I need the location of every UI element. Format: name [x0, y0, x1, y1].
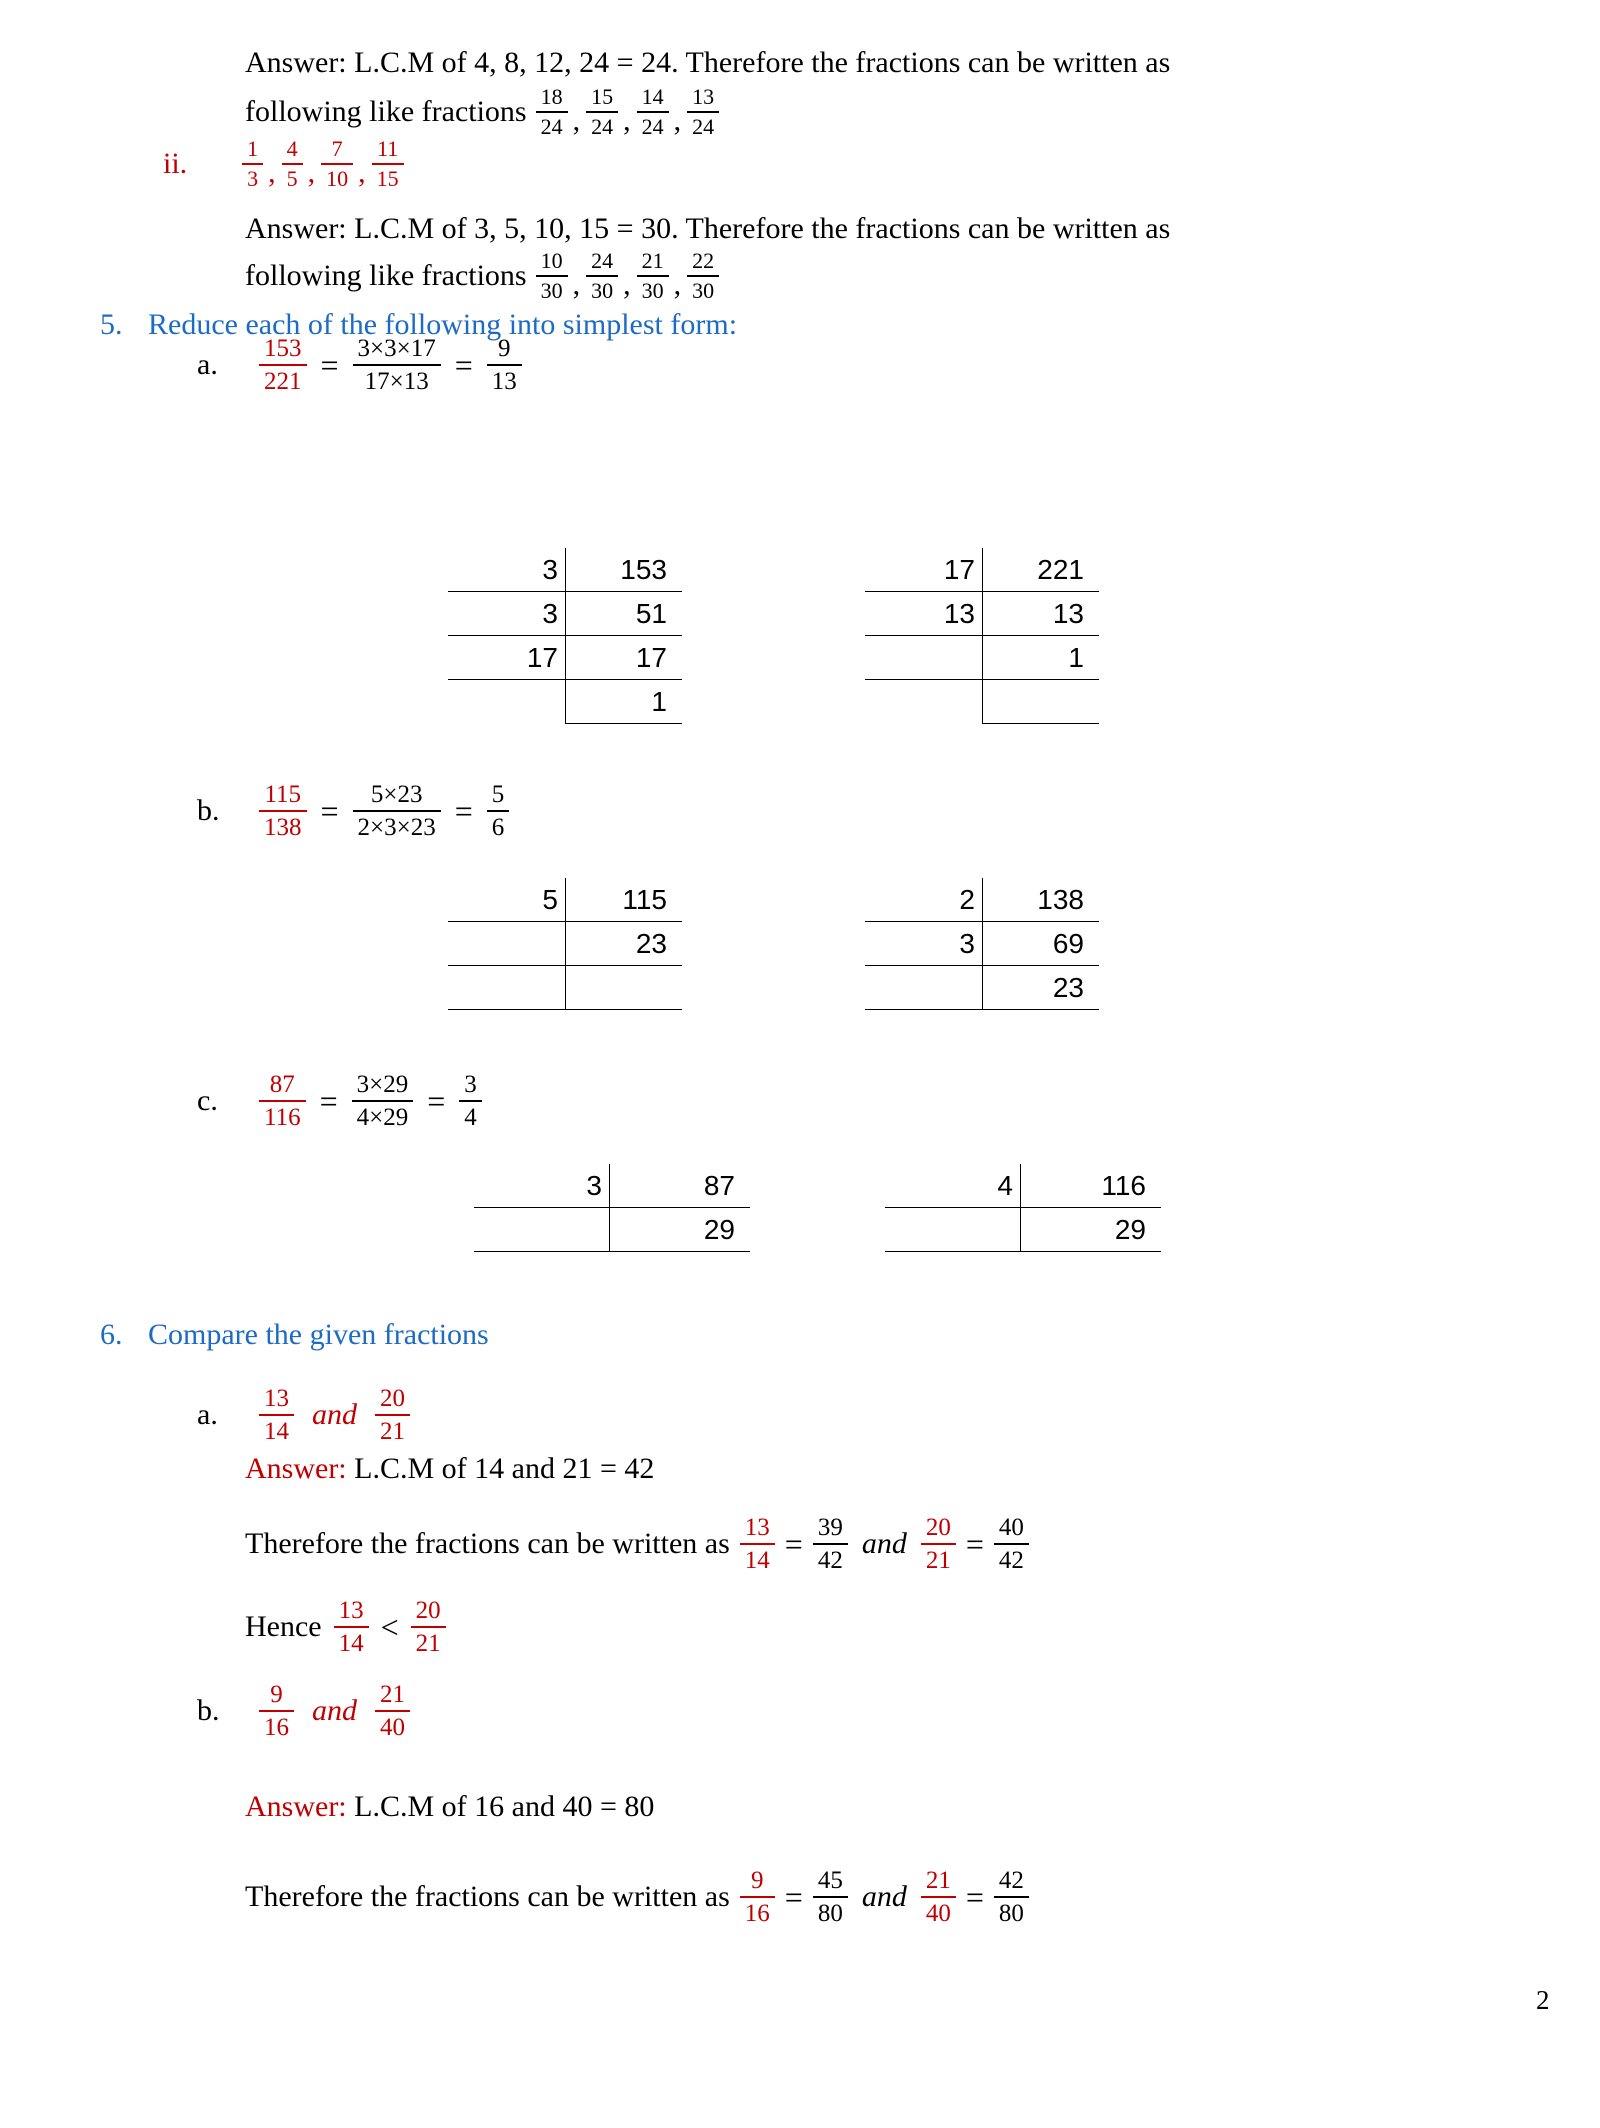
division-table-153	[448, 548, 682, 724]
fraction	[321, 138, 353, 190]
fraction-denominator: 30	[591, 278, 614, 303]
fraction-numerator: 21	[925, 1867, 951, 1894]
divisor-cell: 4	[885, 1164, 1020, 1208]
equals-sign: =	[454, 346, 473, 383]
fraction-numerator: 5	[491, 781, 505, 808]
table-row	[885, 1208, 1161, 1252]
division-table-138	[865, 878, 1099, 1010]
fraction-denominator: 80	[817, 1900, 843, 1927]
fraction-denominator: 5	[286, 166, 298, 191]
fraction	[259, 1682, 294, 1740]
table-row	[474, 1208, 750, 1252]
equals-sign: =	[427, 1082, 446, 1119]
fraction-denominator: 24	[591, 114, 614, 139]
fraction	[459, 1072, 482, 1130]
fraction-numerator: 13	[692, 84, 715, 109]
divisor-cell	[474, 1208, 609, 1252]
equals-sign: =	[965, 1525, 984, 1562]
answer-text: L.C.M of 14 and 21 = 42	[346, 1452, 655, 1485]
fraction	[334, 1598, 369, 1656]
divisor-cell: 13	[865, 592, 982, 636]
therefore-text: Therefore the fractions can be written as	[245, 1880, 730, 1913]
fraction-numerator: 13	[338, 1597, 364, 1624]
fraction	[259, 1386, 294, 1444]
table-row	[448, 680, 682, 724]
fraction	[259, 336, 307, 394]
fraction-denominator: 30	[692, 278, 715, 303]
fraction-denominator: 14	[264, 1418, 289, 1445]
q5a-label: a.	[197, 348, 218, 381]
fraction-denominator: 2×3×23	[357, 814, 436, 841]
fraction-numerator: 115	[264, 781, 302, 808]
fraction-denominator: 80	[998, 1900, 1024, 1927]
fraction-numerator: 24	[591, 248, 614, 273]
item-ii	[163, 138, 404, 190]
comma: ,	[572, 268, 581, 301]
therefore-text: Therefore the fractions can be written as	[245, 1527, 730, 1560]
dividend-cell: 138	[982, 878, 1099, 922]
fraction	[586, 250, 618, 302]
fraction-denominator: 14	[744, 1547, 770, 1574]
fraction	[375, 1682, 410, 1740]
dividend-cell: 29	[609, 1208, 750, 1252]
table-row	[448, 636, 682, 680]
q6b-therefore-line	[245, 1868, 1029, 1926]
like-fractions-prefix: following like fractions	[245, 259, 527, 292]
fraction-denominator: 30	[641, 278, 664, 303]
fraction-numerator: 39	[817, 1514, 843, 1541]
table-row	[448, 922, 682, 966]
divisor-cell	[448, 680, 565, 724]
divisor-cell: 3	[448, 548, 565, 592]
dividend-cell: 1	[982, 636, 1099, 680]
dividend-cell: 87	[609, 1164, 750, 1208]
q6a-answer-line	[245, 1452, 654, 1486]
fraction-numerator: 42	[998, 1867, 1024, 1894]
comma: ,	[572, 104, 581, 137]
fraction-denominator: 42	[817, 1547, 843, 1574]
fraction-numerator: 9	[751, 1867, 764, 1894]
fraction-numerator: 3×3×17	[357, 335, 436, 362]
dividend-cell: 1	[565, 680, 682, 724]
fraction-numerator: 18	[540, 84, 563, 109]
fraction-denominator: 24	[641, 114, 664, 139]
table-row	[448, 592, 682, 636]
fraction	[242, 138, 263, 190]
fraction	[372, 138, 404, 190]
question-5-title: Reduce each of the following into simplest form:	[148, 308, 738, 341]
fraction-numerator: 11	[377, 136, 399, 161]
fraction-denominator: 116	[264, 1104, 301, 1131]
fraction-numerator: 13	[744, 1514, 770, 1541]
dividend-cell: 13	[982, 592, 1099, 636]
fraction	[487, 336, 522, 394]
answer-label: Answer:	[245, 1452, 347, 1485]
q6a-label: a.	[197, 1398, 218, 1431]
fraction	[687, 86, 719, 138]
divisor-cell: 3	[865, 922, 982, 966]
comma: ,	[358, 156, 366, 189]
fraction	[353, 336, 441, 394]
fraction-numerator: 20	[380, 1385, 405, 1412]
dividend-cell: 23	[982, 966, 1099, 1010]
division-table-87	[474, 1164, 750, 1252]
comma: ,	[307, 156, 316, 189]
fraction	[637, 86, 669, 138]
q5c-equation	[197, 1072, 482, 1130]
q5b-equation	[197, 782, 509, 840]
fraction	[352, 1072, 414, 1130]
table-row	[448, 966, 682, 1010]
equals-sign: =	[965, 1878, 984, 1915]
fraction-numerator: 153	[264, 335, 302, 362]
question-6-title: Compare the given fractions	[148, 1318, 489, 1351]
fraction-numerator: 7	[331, 136, 343, 161]
fraction-numerator: 21	[641, 248, 664, 273]
fraction-numerator: 14	[641, 84, 664, 109]
fraction-numerator: 3	[464, 1071, 477, 1098]
fraction-numerator: 3×29	[356, 1071, 409, 1098]
fraction-denominator: 15	[376, 166, 399, 191]
fraction-numerator: 4	[286, 136, 298, 161]
table-row	[865, 680, 1099, 724]
answer-label: Answer:	[245, 1790, 347, 1823]
question-5-number: 5.	[100, 308, 123, 341]
fraction	[536, 86, 568, 138]
divisor-cell: 17	[448, 636, 565, 680]
and-word: and	[312, 1694, 357, 1727]
q6a-item	[197, 1386, 410, 1444]
fraction-denominator: 10	[326, 166, 349, 191]
fraction-numerator: 1	[247, 136, 259, 161]
fraction	[637, 250, 669, 302]
fraction	[921, 1868, 956, 1926]
fraction	[740, 1868, 775, 1926]
fraction	[813, 1515, 848, 1573]
fraction-numerator: 20	[925, 1514, 951, 1541]
and-word: and	[312, 1398, 357, 1431]
division-table-116	[885, 1164, 1161, 1252]
divisor-cell	[885, 1208, 1020, 1252]
divisor-cell: 5	[448, 878, 565, 922]
dividend-cell: 29	[1020, 1208, 1161, 1252]
divisor-cell	[865, 636, 982, 680]
dividend-cell: 116	[1020, 1164, 1161, 1208]
fraction	[282, 138, 303, 190]
fraction-denominator: 4	[464, 1104, 477, 1131]
fraction	[353, 782, 441, 840]
fraction-numerator: 10	[540, 248, 563, 273]
fraction-numerator: 21	[380, 1681, 405, 1708]
fraction-numerator: 45	[817, 1867, 843, 1894]
dividend-cell: 221	[982, 548, 1099, 592]
q5a-equation	[197, 336, 522, 394]
answer-ii-line2	[245, 250, 719, 302]
table-row	[865, 966, 1099, 1010]
fraction-numerator: 40	[998, 1514, 1024, 1541]
dividend-cell	[982, 680, 1099, 724]
fraction	[740, 1515, 775, 1573]
fraction-denominator: 13	[491, 368, 517, 395]
fraction-numerator: 15	[591, 84, 614, 109]
division-table-221	[865, 548, 1099, 724]
answer-i-line1: Answer: L.C.M of 4, 8, 12, 24 = 24. Therefore the fractions can be written as	[245, 46, 1171, 79]
divisor-cell	[448, 966, 565, 1010]
fraction	[259, 782, 307, 840]
fraction-numerator: 22	[692, 248, 715, 273]
item-ii-label: ii.	[163, 147, 188, 180]
divisor-cell: 2	[865, 878, 982, 922]
fraction-denominator: 30	[540, 278, 563, 303]
equals-sign: =	[320, 792, 339, 829]
answer-i-line2	[245, 86, 719, 138]
and-word: and	[861, 1527, 907, 1560]
table-row	[448, 878, 682, 922]
fraction	[487, 782, 510, 840]
dividend-cell: 115	[565, 878, 682, 922]
fraction-numerator: 5×23	[370, 781, 423, 808]
fraction	[586, 86, 618, 138]
fraction	[536, 250, 568, 302]
q6b-label: b.	[197, 1694, 220, 1727]
dividend-cell	[565, 966, 682, 1010]
table-row	[474, 1164, 750, 1208]
table-row	[865, 922, 1099, 966]
q5b-label: b.	[197, 794, 220, 827]
comma: ,	[623, 104, 631, 137]
fraction-denominator: 21	[380, 1418, 405, 1445]
fraction	[921, 1515, 956, 1573]
table-row	[885, 1164, 1161, 1208]
dividend-cell: 69	[982, 922, 1099, 966]
dividend-cell: 17	[565, 636, 682, 680]
and-word: and	[861, 1880, 907, 1913]
fraction-denominator: 6	[491, 814, 505, 841]
table-row	[865, 548, 1099, 592]
fraction-denominator: 16	[744, 1900, 770, 1927]
fraction-denominator: 21	[925, 1547, 951, 1574]
page-number: 2	[1536, 1985, 1550, 2015]
fraction-denominator: 3	[247, 166, 259, 191]
fraction	[687, 250, 719, 302]
fraction-denominator: 21	[415, 1630, 441, 1657]
dividend-cell: 23	[565, 922, 682, 966]
question-6-heading	[100, 1318, 489, 1352]
less-than-sign: <	[380, 1608, 399, 1645]
fraction-denominator: 221	[264, 368, 302, 395]
table-row	[865, 636, 1099, 680]
divisor-cell	[865, 680, 982, 724]
fraction-denominator: 42	[998, 1547, 1024, 1574]
fraction-denominator: 14	[338, 1630, 364, 1657]
q6b-answer-line	[245, 1790, 654, 1824]
fraction	[813, 1868, 848, 1926]
answer-ii-line1: Answer: L.C.M of 3, 5, 10, 15 = 30. Therefore the fractions can be written as	[245, 212, 1171, 245]
fraction-numerator: 9	[498, 335, 511, 362]
table-row	[448, 548, 682, 592]
fraction-denominator: 16	[264, 1714, 289, 1741]
q6b-item	[197, 1682, 410, 1740]
fraction-numerator: 87	[269, 1071, 295, 1098]
divisor-cell: 17	[865, 548, 982, 592]
fraction	[411, 1598, 446, 1656]
q6a-hence-line	[245, 1598, 446, 1656]
fraction-denominator: 17×13	[364, 368, 429, 395]
equals-sign: =	[784, 1878, 803, 1915]
comma: ,	[673, 104, 682, 137]
comma: ,	[673, 268, 682, 301]
fraction-numerator: 9	[270, 1681, 283, 1708]
fraction-denominator: 24	[692, 114, 715, 139]
dividend-cell: 153	[565, 548, 682, 592]
dividend-cell: 51	[565, 592, 682, 636]
divisor-cell: 3	[448, 592, 565, 636]
comma: ,	[268, 156, 276, 189]
equals-sign: =	[320, 346, 339, 383]
hence-text: Hence	[245, 1610, 322, 1643]
fraction	[994, 1868, 1029, 1926]
fraction-numerator: 20	[415, 1597, 441, 1624]
fraction-denominator: 40	[925, 1900, 951, 1927]
like-fractions-prefix: following like fractions	[245, 95, 527, 128]
fraction-denominator: 24	[540, 114, 563, 139]
answer-text: L.C.M of 16 and 40 = 80	[346, 1790, 655, 1823]
q5c-label: c.	[197, 1084, 218, 1117]
fraction-denominator: 40	[380, 1714, 405, 1741]
fraction-numerator: 13	[264, 1385, 289, 1412]
equals-sign: =	[784, 1525, 803, 1562]
divisor-cell: 3	[474, 1164, 609, 1208]
fraction-denominator: 4×29	[356, 1104, 409, 1131]
table-row	[865, 878, 1099, 922]
divisor-cell	[448, 922, 565, 966]
fraction	[994, 1515, 1029, 1573]
division-table-115	[448, 878, 682, 1010]
comma: ,	[623, 268, 631, 301]
fraction-denominator: 138	[264, 814, 302, 841]
equals-sign: =	[454, 792, 473, 829]
table-row	[865, 592, 1099, 636]
divisor-cell	[865, 966, 982, 1010]
fraction	[259, 1072, 306, 1130]
question-6-number: 6.	[100, 1318, 123, 1351]
fraction	[375, 1386, 410, 1444]
equals-sign: =	[319, 1082, 338, 1119]
q6a-therefore-line	[245, 1515, 1029, 1573]
